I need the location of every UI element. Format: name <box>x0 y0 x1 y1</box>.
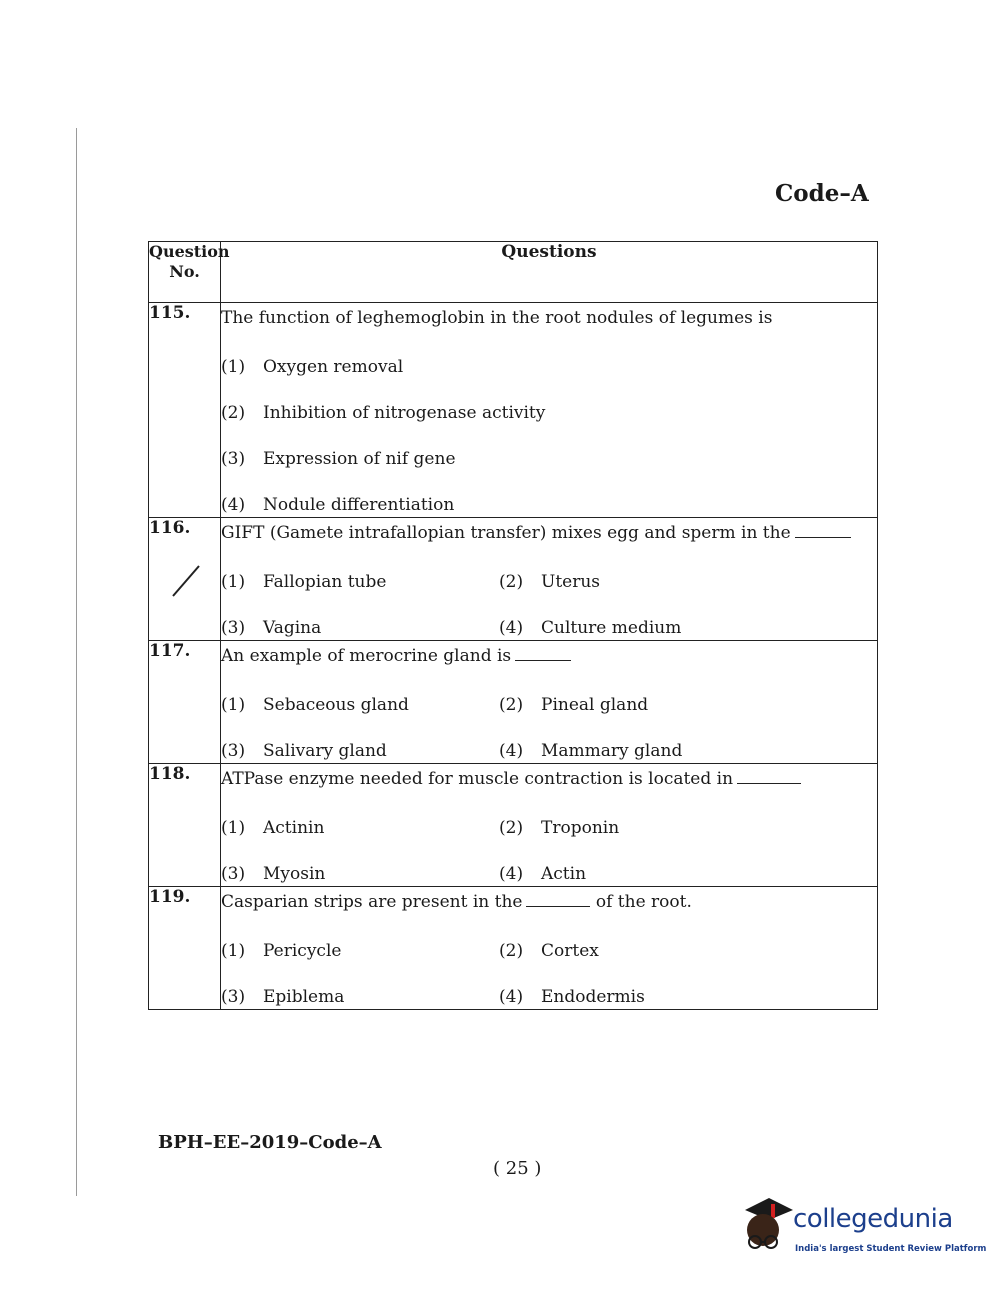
options-grid <box>221 816 877 886</box>
option-1: (1) Actinin <box>221 818 325 838</box>
page-margin-line <box>76 128 77 1196</box>
question-row-118 <box>149 764 878 887</box>
questions-table <box>148 241 878 1010</box>
question-row-116 <box>149 518 878 641</box>
option-4: (4) Culture medium <box>499 618 682 638</box>
option-3: (3) Epiblema <box>221 987 345 1007</box>
option-4: (4) Actin <box>499 864 587 884</box>
question-body <box>221 518 878 641</box>
option-3: (3) Vagina <box>221 618 322 638</box>
question-stem: Casparian strips are present in the of the root. <box>221 892 692 912</box>
question-body <box>221 764 878 887</box>
answer-blank <box>795 523 851 538</box>
option-3: (3) Myosin <box>221 864 326 884</box>
question-number: 117. <box>149 641 221 764</box>
option-1: (1) Oxygen removal <box>221 357 404 377</box>
option-4: (4) Nodule differentiation <box>221 495 455 515</box>
question-number: 119. <box>149 887 221 1010</box>
check-mark-icon <box>171 564 201 598</box>
question-body <box>221 887 878 1010</box>
question-number: 116. <box>149 518 221 641</box>
option-2: (2) Pineal gland <box>499 695 649 715</box>
question-row-117 <box>149 641 878 764</box>
question-number: 118. <box>149 764 221 887</box>
option-4: (4) Mammary gland <box>499 741 683 761</box>
options-grid <box>221 693 877 763</box>
option-1: (1) Pericycle <box>221 941 342 961</box>
option-1: (1) Fallopian tube <box>221 572 387 592</box>
brand-name: collegedunia <box>793 1204 953 1234</box>
answer-blank <box>515 646 571 661</box>
footer-paper-code: BPH–EE–2019–Code–A <box>158 1132 382 1153</box>
paper-code-header: Code–A <box>775 180 869 207</box>
collegedunia-watermark <box>735 1196 987 1260</box>
question-stem: An example of merocrine gland is <box>221 641 877 671</box>
questions-header: Questions <box>221 242 878 303</box>
question-number: 115. <box>149 303 221 518</box>
option-2: (2) Uterus <box>499 572 601 592</box>
question-stem: ATPase enzyme needed for muscle contraction is located in <box>221 764 877 794</box>
brand-tagline: India's largest Student Review Platform <box>795 1244 987 1254</box>
table-header-row <box>149 242 878 303</box>
options-grid <box>221 939 877 1009</box>
options-grid <box>221 570 877 640</box>
question-row-119 <box>149 887 878 1010</box>
option-3: (3) Expression of nif gene <box>221 449 456 469</box>
answer-blank <box>737 769 801 784</box>
question-body <box>221 641 878 764</box>
question-body <box>221 303 878 518</box>
option-2: (2) Cortex <box>499 941 599 961</box>
collegedunia-mascot-icon <box>735 1196 795 1260</box>
question-stem: GIFT (Gamete intrafallopian transfer) mixes egg and sperm in the <box>221 518 877 548</box>
answer-blank <box>526 892 590 907</box>
option-4: (4) Endodermis <box>499 987 645 1007</box>
option-3: (3) Salivary gland <box>221 741 387 761</box>
option-1: (1) Sebaceous gland <box>221 695 409 715</box>
question-row-115 <box>149 303 878 518</box>
question-stem: The function of leghemoglobin in the root nodules of legumes is <box>221 308 773 328</box>
option-2: (2) Troponin <box>499 818 620 838</box>
page-number: ( 25 ) <box>493 1158 542 1179</box>
option-2: (2) Inhibition of nitrogenase activity <box>221 403 546 423</box>
question-no-header: Question No. <box>149 242 221 303</box>
